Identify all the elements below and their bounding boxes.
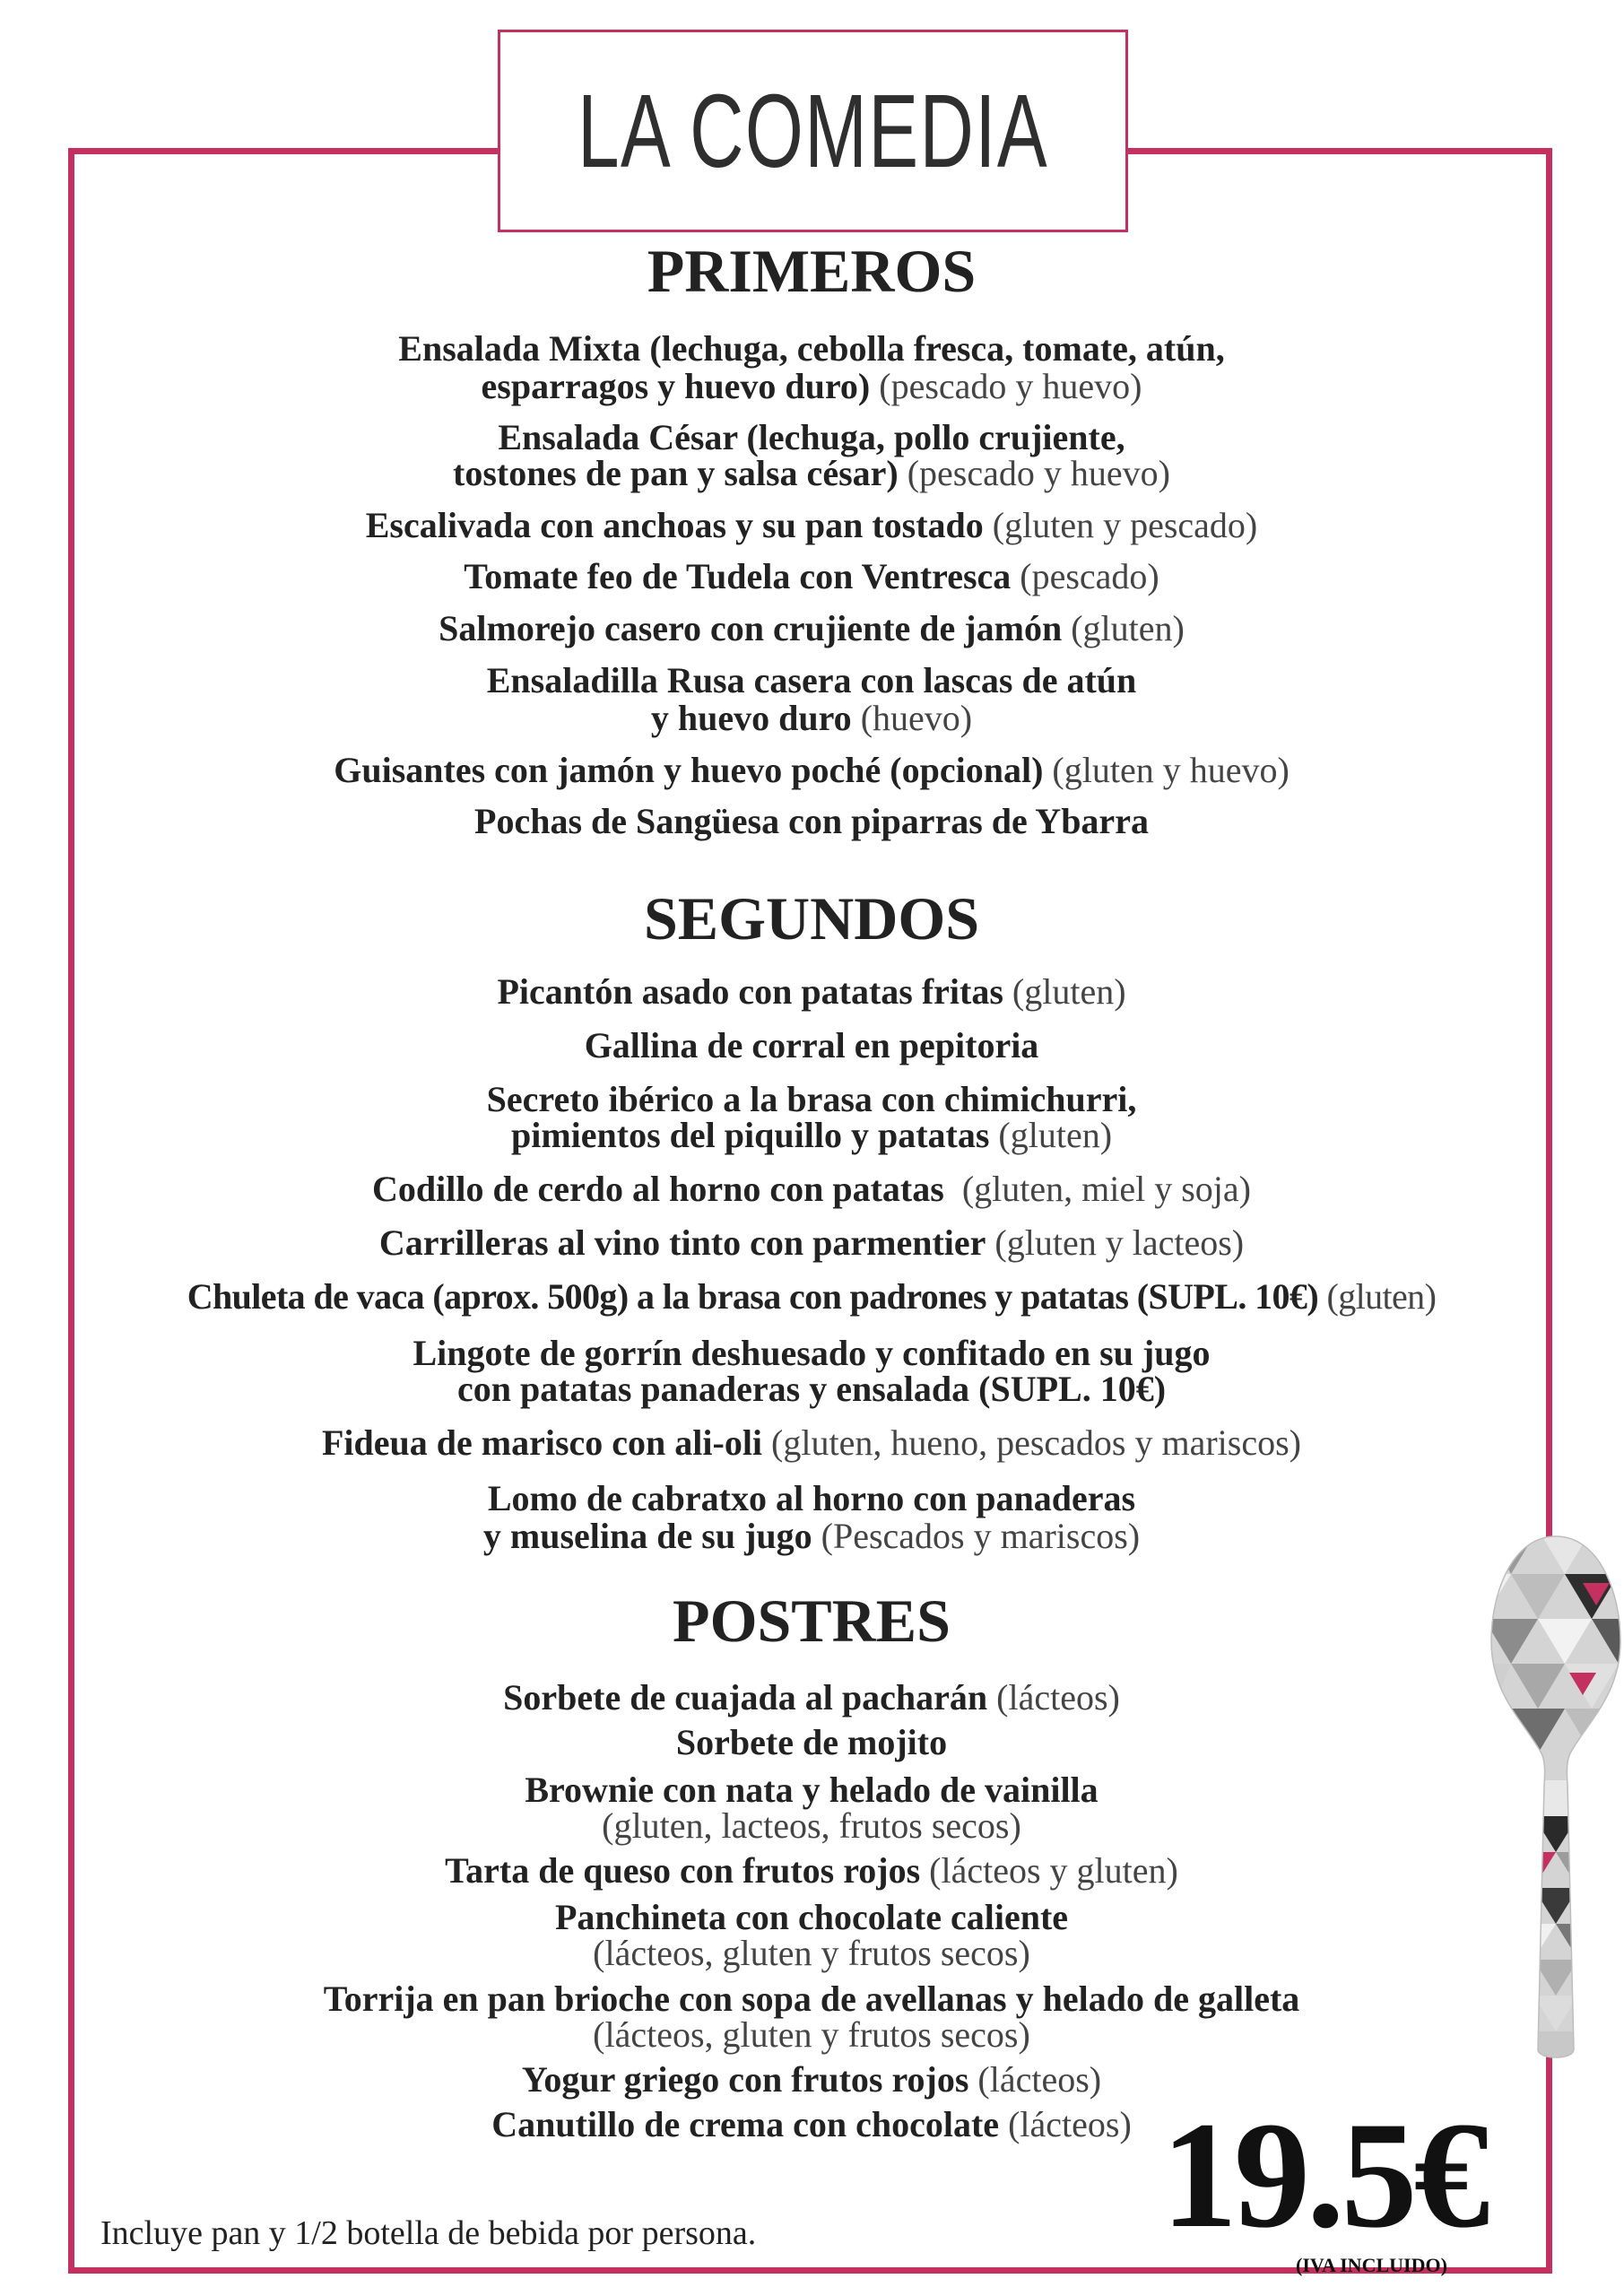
allergens: (gluten) [998,1115,1113,1155]
menu-item: y huevo duro (huevo) [650,698,973,738]
logo-box [498,30,1128,232]
menu-item: Carrilleras al vino tinto con parmentier (gluten y lacteos) [378,1222,1245,1263]
menu-item: Yogur griego con frutos rojos (lácteos) [521,2059,1102,2100]
allergens: (gluten) [1326,1276,1437,1317]
menu-price: 19.5€ [1161,2091,1487,2259]
menu-item: Lingote de gorrín deshuesado y confitado en su jugo [413,1333,1211,1373]
allergens: (lácteos) [996,1677,1120,1718]
allergens: (pescado y huevo) [907,453,1170,493]
menu-item: Sorbete de cuajada al pacharán (lácteos) [503,1677,1120,1718]
menu-item: con patatas panaderas y ensalada (SUPL. 10€) [456,1369,1167,1409]
menu-item: tostones de pan y salsa césar) (pescado y huevo) [453,453,1170,493]
allergens: (pescado y huevo) [879,366,1142,406]
menu-item: y muselina de su jugo (Pescados y mariscos) [482,1516,1141,1556]
allergens: (lácteos, gluten y frutos secos) [593,1933,1030,1973]
menu-item: esparragos y huevo duro) (pescado y huevo) [481,366,1142,406]
allergens: (huevo) [860,698,973,738]
menu-item: Secreto ibérico a la brasa con chimichurri, [486,1079,1137,1119]
menu-item: Escalivada con anchoas y su pan tostado (gluten y pescado) [365,505,1258,545]
menu-item [81,1807,1542,1845]
allergens: (Pescados y mariscos) [821,1516,1141,1556]
menu-item: Tomate feo de Tudela con Ventresca (pescado) [464,556,1159,596]
menu-item: Gallina de corral en pepitoria [584,1025,1039,1065]
menu-item: Picantón asado con patatas fritas (gluten) [497,971,1126,1012]
section-title-postres: POSTRES [673,1587,951,1655]
allergens: (lácteos) [1008,2104,1132,2144]
allergens: (gluten) [1012,971,1126,1012]
section-title-segundos: SEGUNDOS [643,884,980,952]
allergens: (lácteos y gluten) [929,1850,1178,1891]
allergens: (gluten y lacteos) [994,1222,1245,1263]
menu-item: Ensaladilla Rusa casera con lascas de atún [486,660,1137,700]
menu-item: pimientos del piquillo y patatas (gluten) [510,1115,1113,1155]
allergens: (gluten, hueno, pescados y mariscos) [771,1422,1302,1463]
allergens: (lácteos, gluten y frutos secos) [593,2014,1030,2055]
menu-item [81,1935,1542,1972]
menu-item: Guisantes con jamón y huevo poché (opcional) (gluten y huevo) [334,750,1290,790]
allergens: (gluten) [1071,608,1185,648]
menu-item: Brownie con nata y helado de vainilla [525,1770,1099,1810]
menu-item: Sorbete de mojito [675,1722,948,1762]
menu-item: Fideua de marisco con ali-oli (gluten, hueno, pescados y mariscos) [321,1422,1302,1463]
menu-item [81,2016,1542,2054]
allergens: (gluten y huevo) [1052,750,1290,790]
menu-item: Ensalada Mixta (lechuga, cebolla fresca, tomate, atún, [398,328,1225,369]
restaurant-logo: LA COMEDIA [578,73,1048,189]
allergens: (gluten, miel y soja) [961,1169,1251,1209]
menu-item: Salmorejo casero con crujiente de jamón (gluten) [439,608,1185,648]
allergens: (gluten, lacteos, frutos secos) [602,1805,1021,1846]
menu-item: Codillo de cerdo al horno con patatas (gluten, miel y soja) [372,1169,1251,1209]
section-title-primeros: PRIMEROS [647,237,977,305]
menu-item: Panchineta con chocolate caliente [554,1897,1069,1937]
allergens: (lácteos) [977,2059,1102,2100]
spoon-icon [1484,1529,1624,2067]
tax-note: (IVA INCLUIDO) [1296,2254,1447,2276]
menu-item: Chuleta de vaca (aprox. 500g) a la brasa con padrones y patatas (SUPL. 10€) (gluten) [187,1276,1437,1317]
footer-note: Incluye pan y 1/2 botella de bebida por persona. [100,2214,757,2252]
allergens: (gluten y pescado) [992,505,1258,545]
menu-item: Canutillo de crema con chocolate (lácteos) [491,2104,1132,2144]
menu-item: Lomo de cabratxo al horno con panaderas [487,1478,1136,1518]
menu-item: Tarta de queso con frutos rojos (lácteos y gluten) [445,1850,1178,1891]
allergens: (pescado) [1020,556,1159,596]
menu-item: Torrija en pan brioche con sopa de avellanas y helado de galleta [323,1979,1300,2019]
menu-item: Ensalada César (lechuga, pollo crujiente, [498,417,1125,457]
menu-item: Pochas de Sangüesa con piparras de Ybarra [474,801,1149,841]
